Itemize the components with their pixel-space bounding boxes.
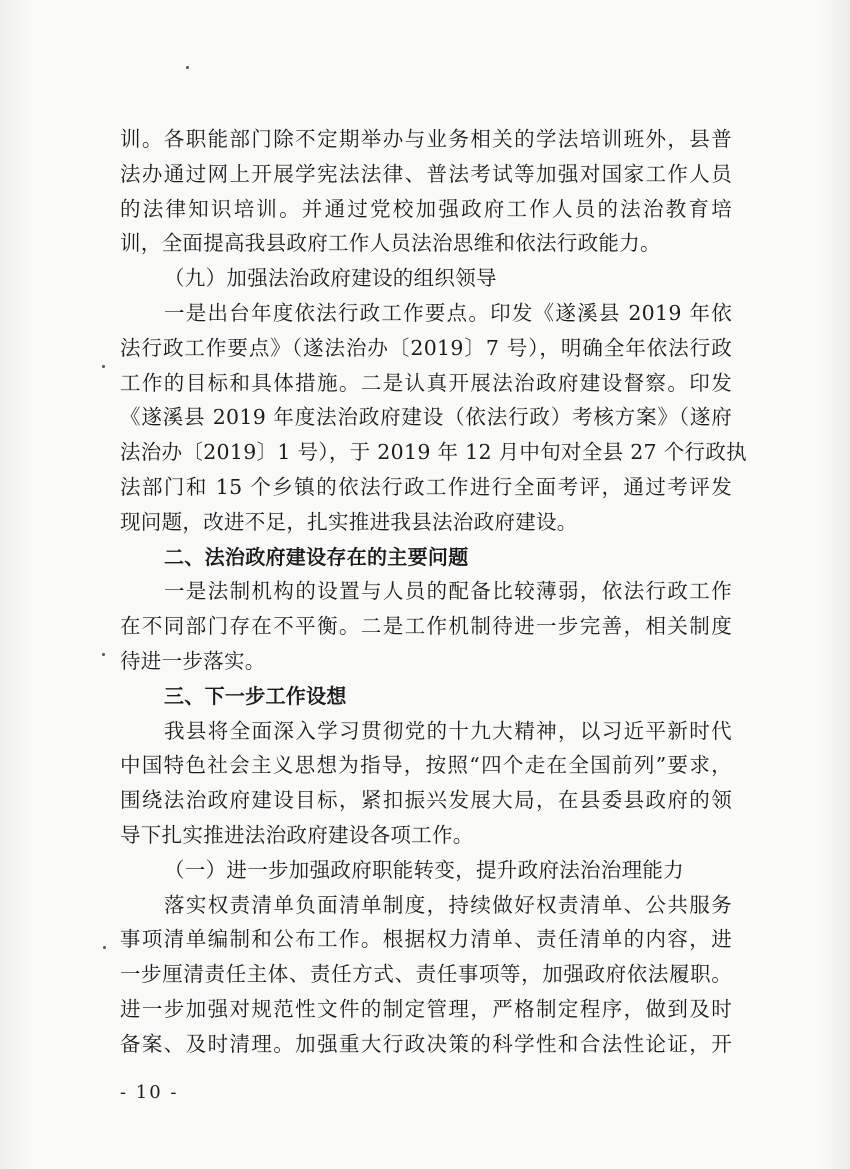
- body-line: 导下扎实推进法治政府建设各项工作。: [120, 822, 474, 847]
- body-line: 一是法制机构的设置与人员的配备比较薄弱，依法行政工作: [164, 579, 732, 604]
- body-line: 在不同部门存在不平衡。二是工作机制待进一步完善，相关制度: [120, 614, 732, 639]
- body-line: 训，全面提高我县政府工作人员法治思维和依法行政能力。: [120, 231, 661, 256]
- body-line: 备案、及时清理。加强重大行政决策的科学性和合法性论证，开: [120, 1031, 732, 1056]
- scan-speck: [102, 653, 105, 656]
- body-line: 我县将全面深入学习贯彻党的十九大精神，以习近平新时代: [164, 718, 732, 743]
- body-line: 一步厘清责任主体、责任方式、责任事项等，加强政府依法履职。: [120, 962, 732, 987]
- body-line: 待进一步落实。: [120, 648, 266, 673]
- body-line: 法行政工作要点》（遂法治办〔2019〕7 号），明确全年依法行政: [120, 335, 732, 360]
- body-line: 的法律知识培训。并通过党校加强政府工作人员的法治教育培: [120, 196, 732, 221]
- body-line: 进一步加强对规范性文件的制定管理，严格制定程序，做到及时: [120, 996, 732, 1021]
- subheading-1: （一）进一步加强政府职能转变，提升政府法治治理能力: [164, 857, 684, 882]
- scan-speck: [186, 66, 189, 69]
- body-line: 法办通过网上开展学宪法法律、普法考试等加强对国家工作人员: [120, 161, 732, 186]
- body-line: 中国特色社会主义思想为指导，按照“四个走在全国前列”要求，: [120, 753, 732, 778]
- body-line: 训。各职能部门除不定期举办与业务相关的学法培训班外，县普: [120, 127, 732, 151]
- subheading-9: （九）加强法治政府建设的组织领导: [164, 266, 497, 291]
- section-heading-2: 二、法治政府建设存在的主要问题: [164, 544, 469, 569]
- scan-speck: [102, 365, 105, 368]
- body-line: 法治办〔2019〕1 号），于 2019 年 12 月中旬对全县 27 个行政执: [120, 440, 747, 465]
- body-line: 《遂溪县 2019 年度法治政府建设（依法行政）考核方案》（遂府: [120, 405, 732, 430]
- page-number: - 10 -: [120, 1082, 179, 1103]
- document-body: [120, 122, 747, 1062]
- body-line: 围绕法治政府建设目标，紧扣振兴发展大局，在县委县政府的领: [120, 788, 732, 813]
- body-line: 现问题，改进不足，扎实推进我县法治政府建设。: [120, 509, 578, 534]
- body-line: 法部门和 15 个乡镇的依法行政工作进行全面考评，通过考评发: [120, 474, 732, 499]
- scan-speck: [103, 946, 106, 949]
- body-line: 落实权责清单负面清单制度，持续做好权责清单、公共服务: [164, 892, 732, 917]
- body-line: 事项清单编制和公布工作。根据权力清单、责任清单的内容，进: [120, 927, 732, 952]
- body-line: 一是出台年度依法行政工作要点。印发《遂溪县 2019 年依: [164, 300, 732, 325]
- section-heading-3: 三、下一步工作设想: [164, 683, 347, 708]
- body-line: 工作的目标和具体措施。二是认真开展法治政府建设督察。印发: [120, 370, 732, 395]
